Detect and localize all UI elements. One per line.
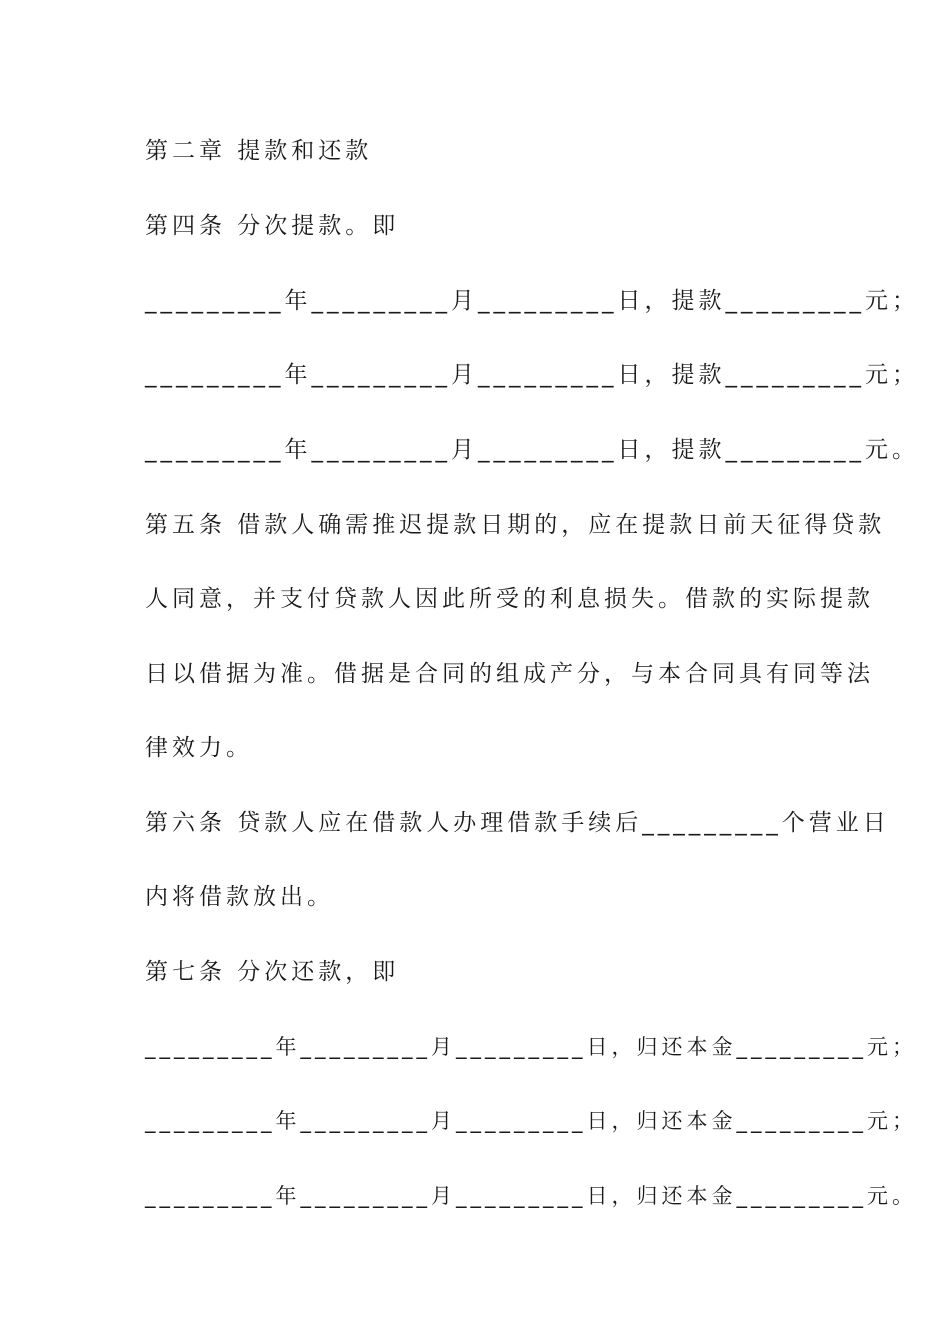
article-5-line-4: 律效力。: [145, 735, 253, 761]
repayment-line-3: _________年_________月_________日，归还本金_________元。: [145, 1184, 917, 1208]
article-7-heading: 第七条 分次还款，即: [145, 959, 400, 985]
withdrawal-line-3: _________年_________月_________日，提款_________元。: [145, 437, 919, 463]
withdrawal-line-2: _________年_________月_________日，提款_________元；: [145, 362, 919, 388]
article-5-line-3: 日以借据为准。借据是合同的组成产分，与本合同具有同等法: [145, 661, 874, 687]
repayment-line-1: _________年_________月_________日，归还本金_________元；: [145, 1035, 917, 1059]
article-5-line-1: 第五条 借款人确需推迟提款日期的，应在提款日前天征得贷款: [145, 512, 886, 538]
chapter-heading: 第二章 提款和还款: [145, 138, 373, 164]
article-6-line-2: 内将借款放出。: [145, 884, 334, 910]
article-6-line-1: 第六条 贷款人应在借款人办理借款手续后_________个营业日: [145, 810, 890, 836]
withdrawal-line-1: _________年_________月_________日，提款_________元；: [145, 288, 919, 314]
article-4-heading: 第四条 分次提款。即: [145, 213, 400, 239]
article-5-line-2: 人同意，并支付贷款人因此所受的利息损失。借款的实际提款: [145, 586, 874, 612]
repayment-line-2: _________年_________月_________日，归还本金_________元；: [145, 1109, 917, 1133]
